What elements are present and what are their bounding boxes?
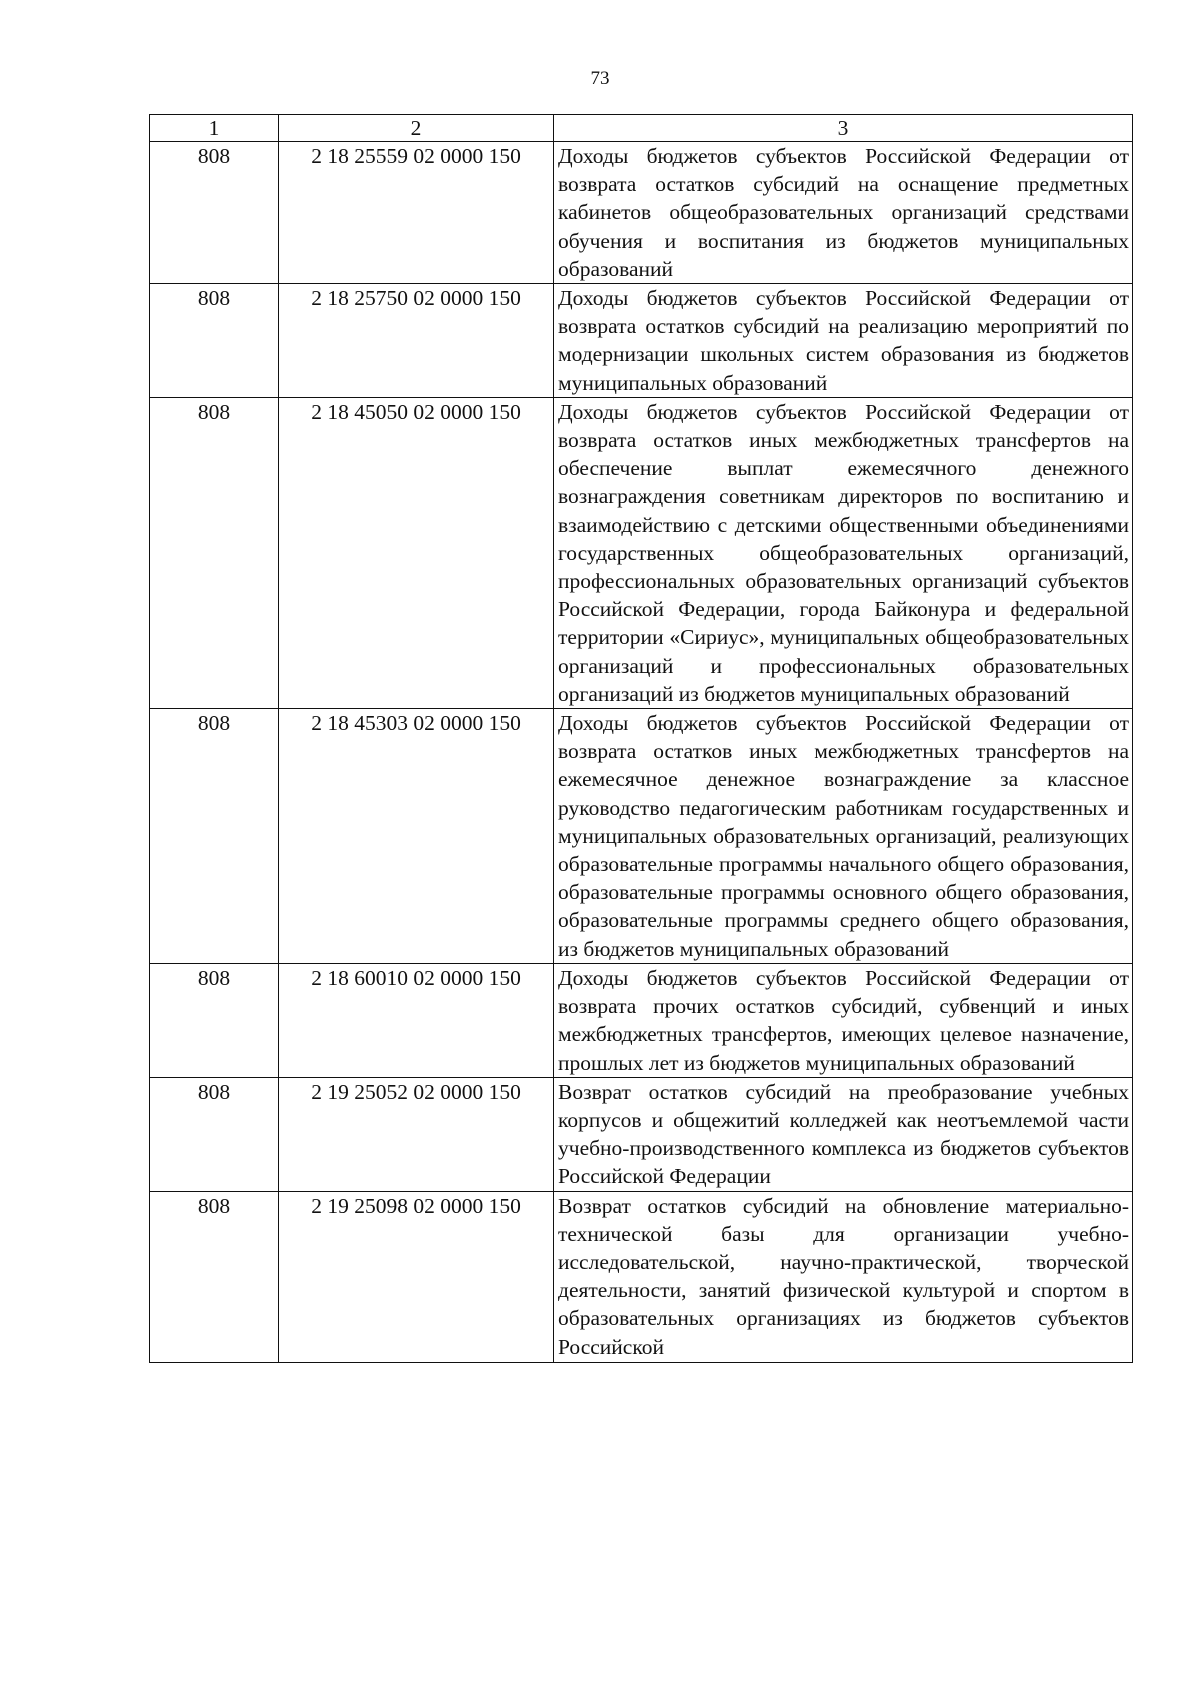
admin-code-cell: 808	[150, 709, 279, 964]
table-row	[150, 1191, 1133, 1362]
table-row	[150, 709, 1133, 964]
page-number: 73	[590, 68, 610, 89]
budget-code-cell: 2 18 45050 02 0000 150	[279, 397, 554, 708]
description-cell: Доходы бюджетов субъектов Российской Федерации от возврата остатков иных межбюджетных трансфертов на ежемесячное денежное вознаграждение за классное руководство педагогическим работникам государственных и муниципальных образовательных организаций, реализующих образовательные программы начального общего образования, образовательные программы основного общего образования, образовательные программы среднего общего образования, из бюджетов муниципальных образований	[554, 709, 1133, 964]
column-header-1: 1	[150, 115, 279, 142]
table-row	[150, 963, 1133, 1077]
budget-code-cell: 2 18 45303 02 0000 150	[279, 709, 554, 964]
column-header-2: 2	[279, 115, 554, 142]
description-cell: Доходы бюджетов субъектов Российской Федерации от возврата остатков субсидий на оснащение предметных кабинетов общеобразовательных организаций средствами обучения и воспитания из бюджетов муниципальных образований	[554, 142, 1133, 284]
description-cell: Доходы бюджетов субъектов Российской Федерации от возврата прочих остатков субсидий, субвенций и иных межбюджетных трансфертов, имеющих целевое назначение, прошлых лет из бюджетов муниципальных образований	[554, 963, 1133, 1077]
budget-code-cell: 2 19 25098 02 0000 150	[279, 1191, 554, 1362]
description-cell: Возврат остатков субсидий на преобразование учебных корпусов и общежитий колледжей как неотъемлемой части учебно-производственного комплекса из бюджетов субъектов Российской Федерации	[554, 1077, 1133, 1191]
budget-codes-table	[149, 114, 1133, 1363]
description-cell: Доходы бюджетов субъектов Российской Федерации от возврата остатков иных межбюджетных трансфертов на обеспечение выплат ежемесячного денежного вознаграждения советникам директоров по воспитанию и взаимодействию с детскими общественными объединениями государственных общеобразовательных организаций, профессиональных образовательных организаций субъектов Российской Федерации, города Байконура и федеральной территории «Сириус», муниципальных общеобразовательных организаций и профессиональных образовательных организаций из бюджетов муниципальных образований	[554, 397, 1133, 708]
budget-code-cell: 2 18 60010 02 0000 150	[279, 963, 554, 1077]
table-header-row	[150, 115, 1133, 142]
admin-code-cell: 808	[150, 142, 279, 284]
budget-code-cell: 2 19 25052 02 0000 150	[279, 1077, 554, 1191]
table-row	[150, 284, 1133, 398]
column-header-3: 3	[554, 115, 1133, 142]
description-cell: Возврат остатков субсидий на обновление материально-технической базы для организации учебно-исследовательской, научно-практической, творческой деятельности, занятий физической культурой и спортом в образовательных организациях из бюджетов субъектов Российской	[554, 1191, 1133, 1362]
admin-code-cell: 808	[150, 284, 279, 398]
budget-code-cell: 2 18 25750 02 0000 150	[279, 284, 554, 398]
admin-code-cell: 808	[150, 1191, 279, 1362]
table-row	[150, 142, 1133, 284]
budget-code-cell: 2 18 25559 02 0000 150	[279, 142, 554, 284]
description-cell: Доходы бюджетов субъектов Российской Федерации от возврата остатков субсидий на реализацию мероприятий по модернизации школьных систем образования из бюджетов муниципальных образований	[554, 284, 1133, 398]
admin-code-cell: 808	[150, 397, 279, 708]
table-row	[150, 1077, 1133, 1191]
admin-code-cell: 808	[150, 963, 279, 1077]
admin-code-cell: 808	[150, 1077, 279, 1191]
table-row	[150, 397, 1133, 708]
